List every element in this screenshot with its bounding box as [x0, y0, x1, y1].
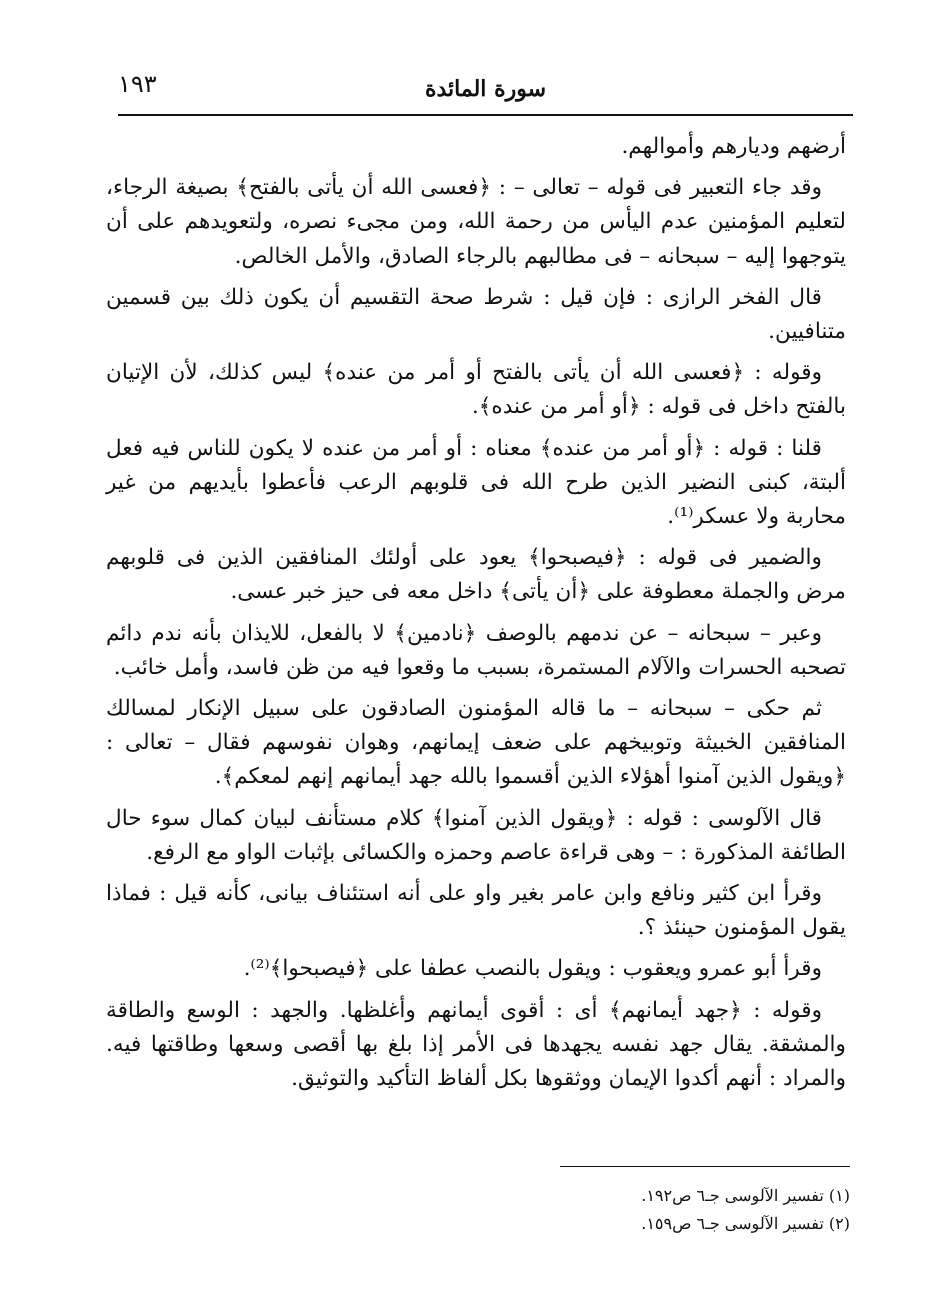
paragraph: وقرأ أبو عمرو ويعقوب : ويقول بالنصب عطفا على ﴿فيصبحوا﴾⁽²⁾.	[243, 956, 822, 982]
paragraph: والضمير فى قوله : ﴿فيصبحوا﴾ يعود على أولئك المنافقين الذين فى قلوبهم مرض والجملة معطوفة على ﴿أن يأتى﴾ داخل معه فى حيز خبر عسى.	[106, 545, 846, 605]
paragraph: أرضهم وديارهم وأموالهم.	[621, 134, 846, 159]
paragraph: وقد جاء التعبير فى قوله – تعالى – : ﴿فعسى الله أن يأتى بالفتح﴾ بصيغة الرجاء، لتعليم المؤمنين عدم اليأس من رحمة الله، ومن مجىء نصره، ولتعويدهم على أن يتوجهوا إليه – سبحانه – فى مطالبهم بالرجاء الصادق، والأمل الخالص.	[106, 175, 846, 269]
running-title: سورة المائدة	[424, 76, 547, 102]
page-header	[118, 62, 853, 110]
paragraph: قلنا : قوله : ﴿أو أمر من عنده﴾ معناه : أو أمر من عنده لا يكون للناس فيه فعل ألبتة، كبنى النضير الذين طرح الله فى قلوبهم الرعب فأعطوا بأيديهم من غير محاربة ولا عسكر⁽¹⁾.	[106, 435, 846, 530]
paragraph: وقوله : ﴿فعسى الله أن يأتى بالفتح أو أمر من عنده﴾ ليس كذلك، لأن الإتيان بالفتح داخل فى قوله : ﴿أو أمر من عنده﴾.	[106, 360, 846, 420]
paragraph: وقوله : ﴿جهد أيمانهم﴾ أى : أقوى أيمانهم وأغلظها. والجهد : الوسع والطاقة والمشقة. يقال جهد نفسه يجهدها فى الأمر إذا بلغ بها أقصى وسعها وطاقتها فيه. والمراد : أنهم أكدوا الإيمان ووثقوها بكل ألفاظ التأكيد والتوثيق.	[106, 997, 846, 1092]
paragraph: وقرأ ابن كثير ونافع وابن عامر بغير واو على أنه استئناف بيانى، كأنه قيل : فماذا يقول المؤمنون حينئذ ؟.	[106, 881, 846, 941]
footnote: (٢) تفسير الآلوسى جـ٦ ص١٥٩.	[641, 1214, 850, 1233]
footnote-divider	[560, 1166, 850, 1167]
header-divider	[118, 114, 853, 116]
paragraph: قال الآلوسى : قوله : ﴿ويقول الذين آمنوا﴾ كلام مستأنف لبيان كمال سوء حال الطائفة المذكورة : – وهى قراءة عاصم وحمزه والكسائى بإثبات الواو مع الرفع.	[106, 805, 846, 865]
footnotes	[330, 1182, 850, 1238]
footnote: (١) تفسير الآلوسى جـ٦ ص١٩٢.	[641, 1186, 850, 1205]
paragraph: وعبر – سبحانه – عن ندمهم بالوصف ﴿نادمين﴾ لا بالفعل، للايذان بأنه ندم دائم تصحبه الحسرات والآلام المستمرة، بسبب ما وقعوا فيه من ظن فاسد، وأمل خائب.	[106, 620, 846, 680]
main-text	[106, 130, 846, 1103]
paragraph: ثم حكى – سبحانه – ما قاله المؤمنون الصادقون على سبيل الإنكار لمسالك المنافقين الخبيثة وتوبيخهم على ضعف إيمانهم، وهوان نفوسهم فقال – تعالى : ﴿ويقول الذين آمنوا أهؤلاء الذين أقسموا بالله جهد أيمانهم إنهم لمعكم﴾.	[106, 696, 846, 790]
paragraph: قال الفخر الرازى : فإن قيل : شرط صحة التقسيم أن يكون ذلك بين قسمين متنافيين.	[106, 284, 846, 345]
page-number: ١٩٣	[118, 70, 157, 98]
